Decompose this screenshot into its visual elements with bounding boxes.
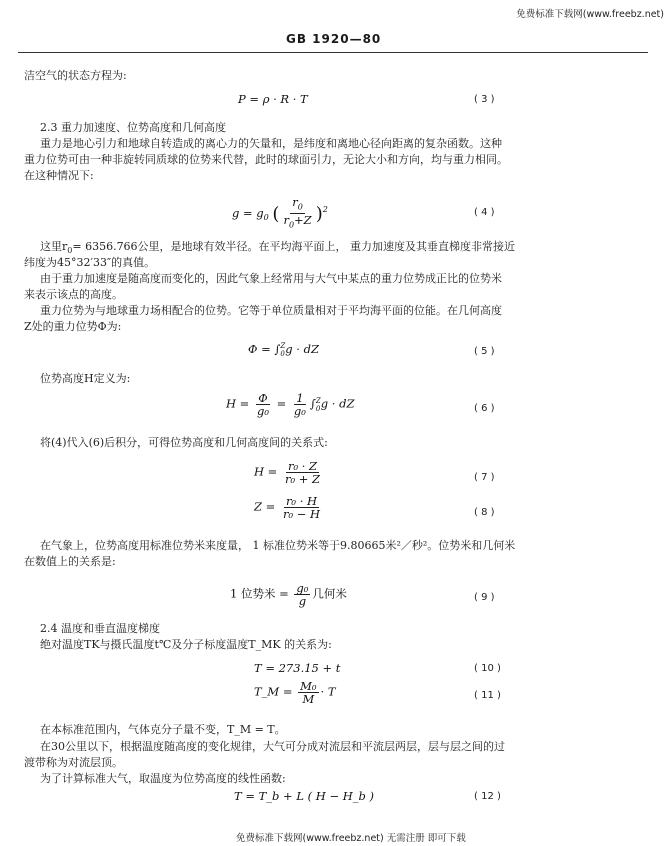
eq7-formula: H = $\frac{\text{r₀ · Z}}{\text{r₀ + Z}}$ xyxy=(254,459,321,486)
paragraph-11: 为了计算标准大气，取温度为位势高度的线性函数: xyxy=(40,772,286,785)
paragraph-2-line-1: 这里$r_0= 6356.766$公里，是地球有效半径。在平均海平面上， 重力加速度及其垂直梯度非常接近 xyxy=(40,240,516,256)
paragraph-1-line-3: 在这种情况下: xyxy=(24,169,94,182)
paragraph-7-line-1: 在气象上，位势高度用标准位势米来度量， 1 标准位势米等于9.80665米²／秒²。位势米和几何米 xyxy=(40,539,516,552)
watermark-bottom: 免费标准下载网(www.freebz.net) 无需注册 即可下载 xyxy=(236,833,466,844)
paragraph-9: 在本标准范围内，气体克分子量不变，T_M = T。 xyxy=(40,723,286,736)
paragraph-2-line-2: 纬度为45°32′33″的真值。 xyxy=(24,256,156,269)
paragraph-1-line-1: 重力是地心引力和地球自转造成的离心力的矢量和，是纬度和离地心径向距离的复杂函数。这种 xyxy=(40,137,502,150)
paragraph-1-line-2: 重力位势可由一种非旋转同质球的位势来代替，此时的球面引力，无论大小和方向，均与重力相同。 xyxy=(24,153,508,166)
eq4-formula: $g = g_0$ ( $\frac{r_0}{r_0+Z}$ )$^2$ xyxy=(232,195,328,230)
eq11-number: ( 11 ) xyxy=(474,690,501,701)
paragraph-6: 将(4)代入(6)后积分，可得位势高度和几何高度间的关系式: xyxy=(40,436,328,449)
paragraph-8: 绝对温度TK与摄氏温度t℃及分子标度温度T_MK 的关系为: xyxy=(40,638,332,651)
eq8-formula: Z = $\frac{\text{r₀ · H}}{\text{r₀ − H}}$ xyxy=(254,494,321,521)
intro-text: 洁空气的状态方程为: xyxy=(24,69,127,82)
eq9-number: ( 9 ) xyxy=(474,592,495,603)
eq7-number: ( 7 ) xyxy=(474,472,495,483)
eq11-formula: T_M = $\frac{\text{M₀}}{M}$ · T xyxy=(254,679,336,706)
eq9-formula: 1 位势米 = $\frac{\text{g₀}}{g}$ 几何米 xyxy=(230,581,347,608)
paragraph-4-line-2: Z处的重力位势Φ为: xyxy=(24,320,122,333)
paragraph-4-line-1: 重力位势为与地球重力场相配合的位势。它等于单位质量相对于平均海平面的位能。在几何高度 xyxy=(40,304,502,317)
eq6-number: ( 6 ) xyxy=(474,403,495,414)
eq10-formula: T = 273.15 + t xyxy=(254,661,341,675)
watermark-top: 免费标准下载网(www.freebz.net) xyxy=(516,9,664,20)
eq10-number: ( 10 ) xyxy=(474,663,501,674)
eq3-formula: P = ρ · R · T xyxy=(238,92,308,106)
paragraph-10-line-1: 在30公里以下，根据温度随高度的变化规律，大气可分成对流层和平流层两层，层与层之间的过 xyxy=(40,740,505,753)
eq5-number: ( 5 ) xyxy=(474,346,495,357)
section-2-3-heading: 2.3 重力加速度、位势高度和几何高度 xyxy=(40,121,226,134)
paragraph-10-line-2: 渡带称为对流层顶。 xyxy=(24,756,123,769)
paragraph-3-line-1: 由于重力加速度是随高度而变化的，因此气象上经常用与大气中某点的重力位势成正比的位势米 xyxy=(40,272,502,285)
header-rule xyxy=(18,52,648,53)
paragraph-5: 位势高度H定义为: xyxy=(40,372,131,385)
standard-header: GB 1920—80 xyxy=(286,32,382,46)
section-2-4-heading: 2.4 温度和垂直温度梯度 xyxy=(40,622,160,635)
eq6-formula: H = $\frac{\Phi}{\text{g₀}}$ = $\frac{1}{\text{g₀}}$ ∫ Z 0 g · dZ xyxy=(226,391,355,418)
paragraph-7-line-2: 在数值上的关系是: xyxy=(24,555,116,568)
eq4-number: ( 4 ) xyxy=(474,207,495,218)
eq5-formula: Φ = ∫ Z 0 g · dZ xyxy=(248,342,319,358)
eq8-number: ( 8 ) xyxy=(474,507,495,518)
eq12-number: ( 12 ) xyxy=(474,791,501,802)
paragraph-3-line-2: 来表示该点的高度。 xyxy=(24,288,123,301)
eq3-number: ( 3 ) xyxy=(474,94,495,105)
eq12-formula: T = T_b + L ( H − H_b ) xyxy=(234,789,375,803)
